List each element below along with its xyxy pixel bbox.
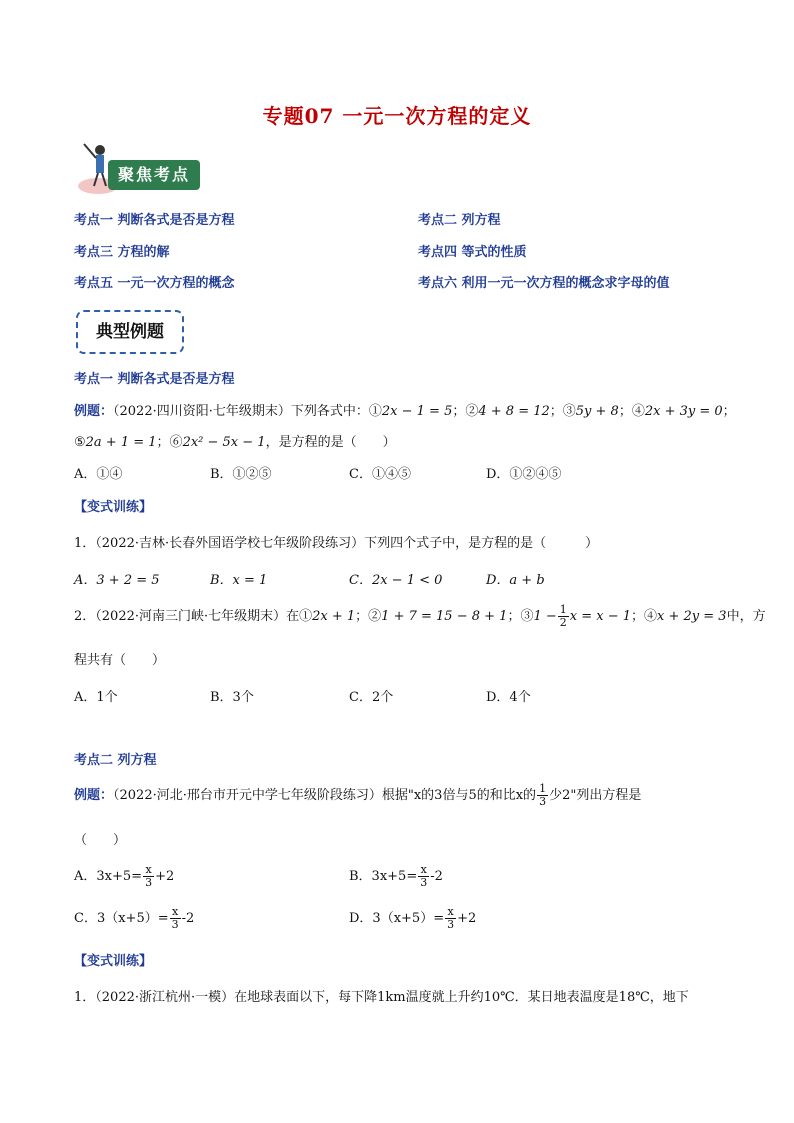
- topic-3: 考点三 方程的解: [74, 245, 170, 260]
- s1-q1: 1．（2022·吉林·长春外国语学校七年级阶段练习）下列四个式子中，是方程的是（ ）: [74, 536, 599, 551]
- q2-expr-2: 1 + 7 = 15 − 8 + 1: [381, 609, 508, 624]
- question-tail: ，是方程的是（ ）: [265, 435, 396, 450]
- s2-option-c: [74, 906, 194, 931]
- section-1-heading: 考点一 判断各式是否是方程: [74, 372, 235, 387]
- s1-q2-line2: 程共有（ ）: [74, 653, 166, 668]
- s1-option-c: C．①④⑤: [349, 467, 411, 482]
- s1-option-a: A．①④: [74, 467, 123, 482]
- example-tail: 少2"列出方程是: [549, 788, 642, 803]
- option-text: D．a + b: [486, 573, 545, 588]
- equation-4: 2x + 3y = 0: [644, 404, 723, 419]
- option-text: C．3（x+5）=: [74, 911, 169, 926]
- q2-text-tail: 中，方: [726, 609, 766, 624]
- separator: ；②: [355, 609, 382, 624]
- fraction-third: [537, 783, 548, 808]
- option-text-tail: -2: [181, 911, 195, 926]
- option-text: A．3 + 2 = 5: [74, 573, 160, 588]
- example-source: （2022·河北·邢台市开元中学七年级阶段练习）根据"x的3倍与5的和比x的: [113, 788, 537, 803]
- s1-q2-option-c: C．2个: [349, 690, 394, 705]
- s2-q1: 1．（2022·浙江杭州·一模）在地球表面以下，每下降1km温度就上升约10℃．某日地表温度是18℃，地下: [74, 990, 689, 1005]
- fraction-denominator: 3: [420, 876, 428, 889]
- topic-5: 考点五 一元一次方程的概念: [74, 276, 235, 291]
- separator: ；④: [631, 609, 658, 624]
- fraction-denominator: 2: [559, 616, 567, 629]
- fraction-numerator: 1: [559, 603, 567, 616]
- q2-expr-4: x + 2y = 3: [657, 609, 727, 624]
- option-text: B．x = 1: [210, 573, 268, 588]
- s2-variant-label: 【变式训练】: [74, 954, 153, 969]
- s1-example-line2: [74, 431, 396, 450]
- equation-1: 2x − 1 = 5: [381, 404, 453, 419]
- focus-topics-badge: 聚焦考点: [108, 160, 200, 190]
- s1-variant-label: 【变式训练】: [74, 500, 153, 515]
- fraction-denominator: 3: [447, 918, 455, 931]
- equation-6: 2x² − 5x − 1: [182, 435, 266, 450]
- fraction-half: [558, 604, 569, 629]
- s1-option-b: B．①②⑤: [210, 467, 272, 482]
- fraction-denominator: 3: [171, 918, 179, 931]
- topic-6: 考点六 利用一元一次方程的概念求字母的值: [418, 276, 670, 291]
- option-text-tail: -2: [430, 869, 443, 884]
- equation-3: 5y + 8: [575, 404, 619, 419]
- s1-q2-option-d: D．4个: [486, 690, 531, 705]
- s2-answer-paren: （ ）: [74, 833, 127, 848]
- example-label: 例题：: [74, 788, 114, 803]
- separator: ；②: [452, 404, 479, 419]
- fraction-denominator: 3: [539, 795, 547, 808]
- fraction-denominator: 3: [145, 876, 153, 889]
- s2-option-d: [349, 906, 476, 931]
- fraction-numerator: x: [143, 864, 154, 877]
- option-text: D．3（x+5）=: [349, 911, 445, 926]
- fraction-x-over-3: [143, 864, 154, 889]
- topic-2: 考点二 列方程: [418, 213, 501, 228]
- q2-expr-3a: 1 −: [533, 609, 557, 624]
- s1-q1-option-d: [486, 569, 545, 588]
- example-label: 例题：: [74, 404, 114, 419]
- fraction-x-over-3: [170, 906, 181, 931]
- fraction-numerator: x: [418, 864, 429, 877]
- s2-example-line: [74, 783, 641, 808]
- s1-q2-line1: [74, 604, 766, 629]
- example-source: （2022·四川资阳·七年级期末）下列各式中：①: [113, 404, 382, 419]
- page-title: 专题07 一元一次方程的定义: [262, 104, 532, 128]
- s1-q1-option-c: [349, 569, 442, 588]
- topic-4: 考点四 等式的性质: [418, 245, 527, 260]
- separator: ；: [722, 404, 736, 419]
- s1-example-line1: [74, 400, 736, 419]
- option-text: C．2x − 1 < 0: [349, 573, 443, 588]
- separator: ；③: [507, 609, 534, 624]
- fraction-numerator: x: [445, 906, 456, 919]
- s2-option-a: [74, 864, 174, 889]
- equation-5: 2a + 1 = 1: [85, 435, 157, 450]
- q2-expr-1: 2x + 1: [312, 609, 356, 624]
- s1-q1-option-a: [74, 569, 160, 588]
- q2-expr-3b: x = x − 1: [569, 609, 631, 624]
- fraction-numerator: 1: [539, 782, 547, 795]
- circled-number: ⑤: [74, 435, 86, 450]
- option-text: A．3x+5=: [74, 869, 143, 884]
- q2-text: 2．（2022·河南三门峡·七年级期末）在①: [74, 609, 313, 624]
- equation-2: 4 + 8 = 12: [478, 404, 550, 419]
- s1-q2-option-a: A．1个: [74, 690, 118, 705]
- s1-q2-option-b: B．3个: [210, 690, 254, 705]
- fraction-x-over-3: [445, 906, 456, 931]
- s1-option-d: D．①②④⑤: [486, 467, 562, 482]
- topic-1: 考点一 判断各式是否是方程: [74, 213, 235, 228]
- separator: ；⑥: [156, 435, 183, 450]
- option-text-tail: +2: [155, 869, 175, 884]
- fraction-x-over-3: [418, 864, 429, 889]
- separator: ；③: [549, 404, 576, 419]
- fraction-numerator: x: [170, 906, 181, 919]
- section-2-heading: 考点二 列方程: [74, 753, 157, 768]
- option-text-tail: +2: [457, 911, 477, 926]
- s1-q1-option-b: [210, 569, 267, 588]
- s2-option-b: [349, 864, 443, 889]
- option-text: B．3x+5=: [349, 869, 418, 884]
- typical-examples-box: 典型例题: [76, 310, 184, 354]
- separator: ；④: [618, 404, 645, 419]
